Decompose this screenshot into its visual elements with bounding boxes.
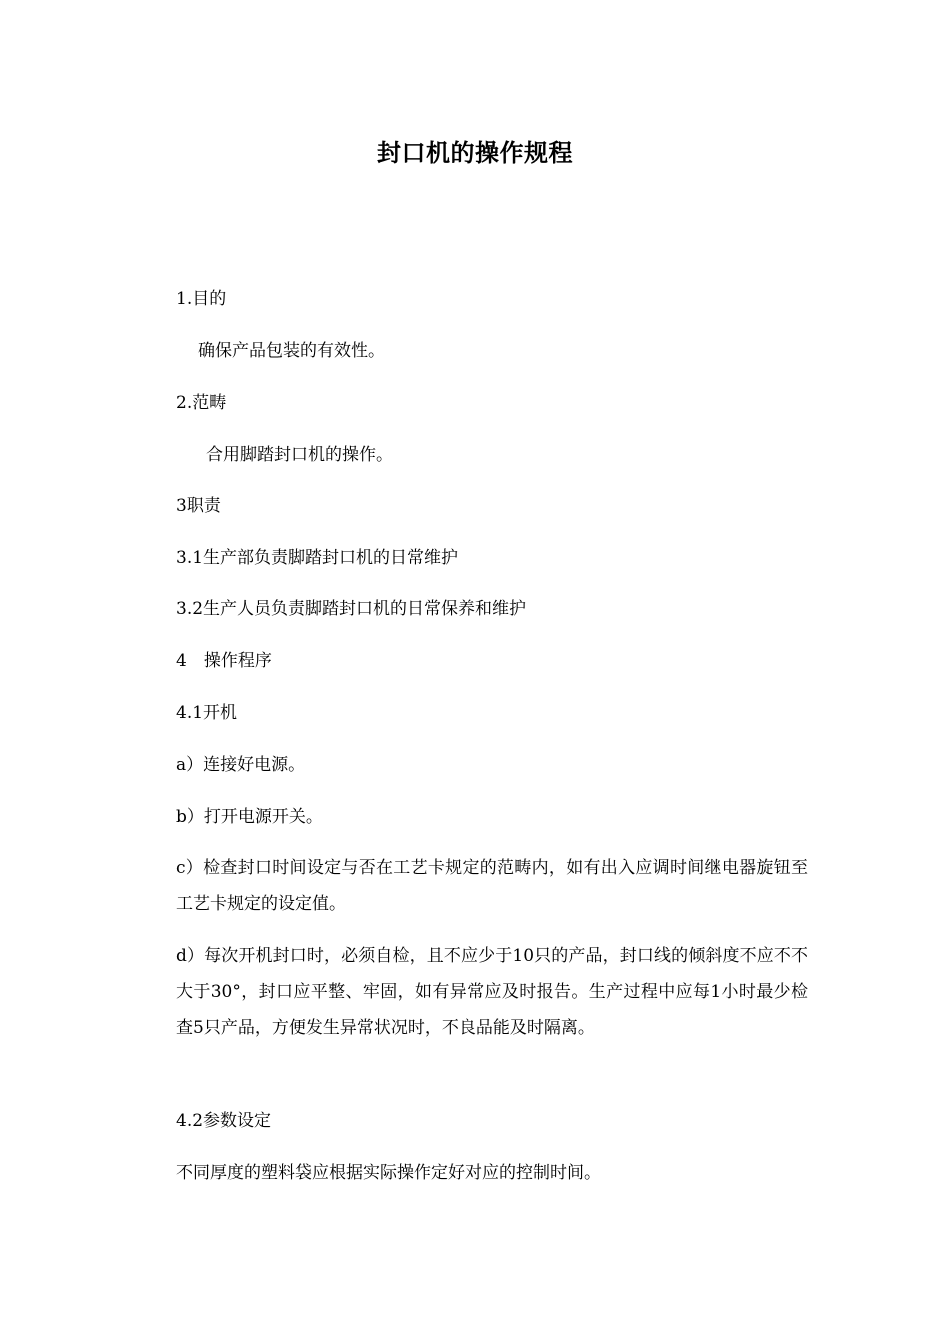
section-1-body: 确保产品包装的有效性。 (198, 341, 385, 361)
section-1-heading: 1.目的 (176, 289, 227, 309)
section-4-1-item-a: a）连接好电源。 (176, 755, 306, 775)
section-2-body: 合用脚踏封口机的操作。 (206, 445, 393, 465)
section-3-2: 3.2生产人员负责脚踏封口机的日常保养和维护 (176, 599, 527, 619)
section-3-heading: 3职责 (176, 496, 221, 516)
section-3-1: 3.1生产部负责脚踏封口机的日常维护 (176, 548, 459, 568)
section-2-heading: 2.范畴 (176, 393, 227, 413)
document-title: 封口机的操作规程 (377, 138, 573, 167)
section-4-1-item-c: c）检查封口时间设定与否在工艺卡规定的范畴内，如有出入应调时间继电器旋钮至工艺卡规定的设定值。 (176, 858, 808, 914)
section-4-1-item-d: d）每次开机封口时，必须自检，且不应少于10只的产品，封口线的倾斜度不应不不大于30°，封口应平整、牢固，如有异常应及时报告。生产过程中应每1小时最少检查5只产品，方便发生异常状况时，不良品能及时隔离。 (176, 946, 808, 1038)
section-4-2-body: 不同厚度的塑料袋应根据实际操作定好对应的控制时间。 (176, 1163, 601, 1183)
section-4-1-heading: 4.1开机 (176, 703, 238, 723)
section-4-heading: 4 操作程序 (176, 651, 272, 671)
section-4-2-heading: 4.2参数设定 (176, 1111, 272, 1131)
section-4-1-item-b: b）打开电源开关。 (176, 807, 323, 827)
